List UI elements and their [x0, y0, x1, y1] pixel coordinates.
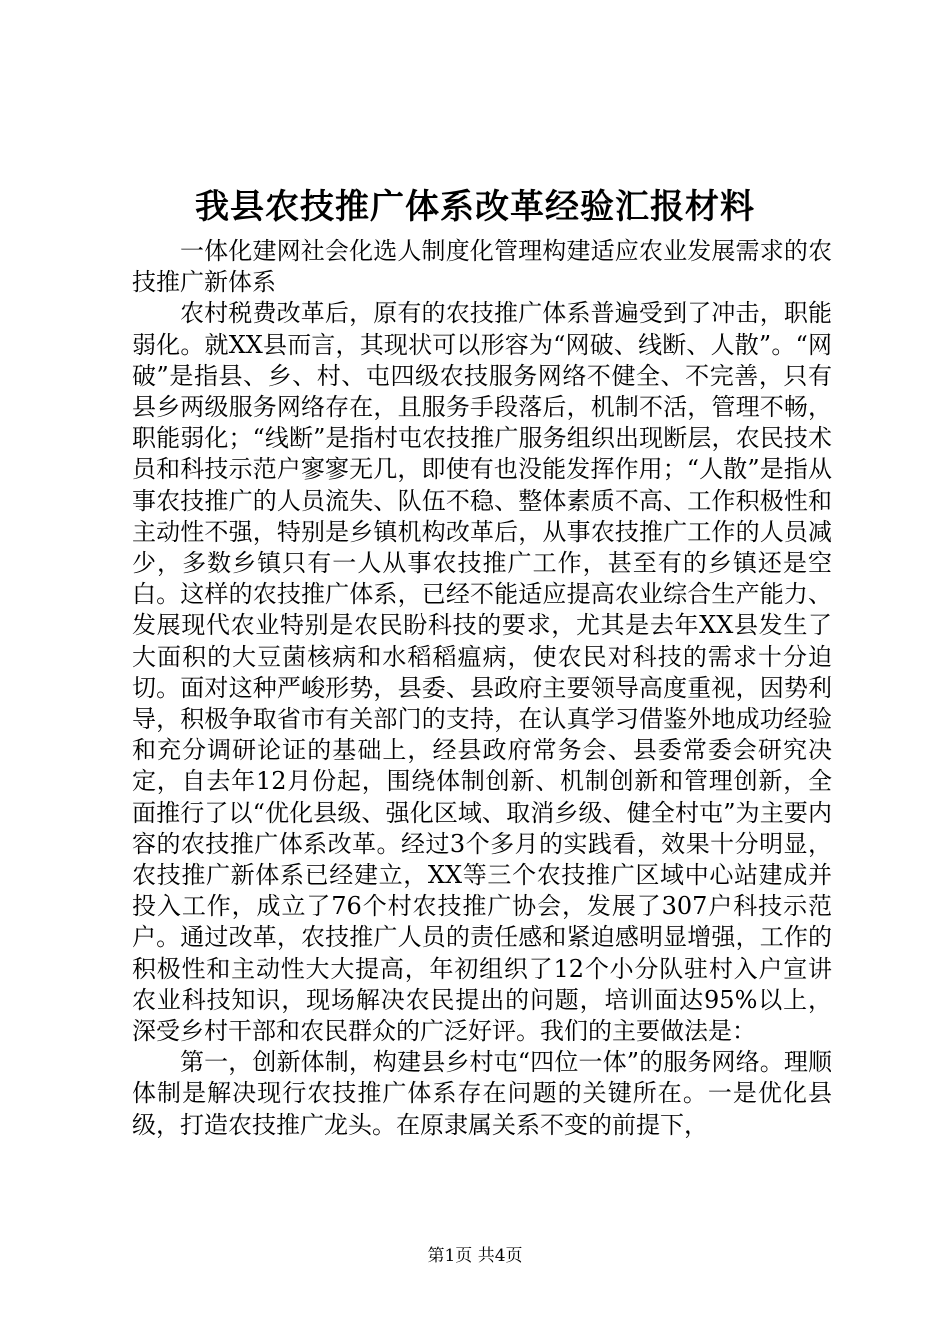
page-number-footer: 第1页 共4页	[427, 1246, 523, 1266]
document-title: 我县农技推广体系改革经验汇报材料	[195, 187, 755, 227]
body-paragraph: 第一，创新体制，构建县乡村屯“四位一体”的服务网络。理顺体制是解决现行农技推广体系存在问题的关键所在。一是优化县级，打造农技推广龙头。在原隶属关系不变的前提下，	[132, 1048, 832, 1139]
subtitle-paragraph: 一体化建网社会化选人制度化管理构建适应农业发展需求的农技推广新体系	[132, 237, 832, 297]
document-body	[132, 236, 832, 1141]
body-paragraph: 农村税费改革后，原有的农技推广体系普遍受到了冲击，职能弱化。就XX县而言，其现状可以形容为“网破、线断、人散”。“网破”是指县、乡、村、屯四级农技服务网络不健全、不完善，只有县乡两级服务网络存在，且服务手段落后，机制不活，管理不畅，职能弱化；“线断”是指村屯农技推广服务组织出现断层，农民技术员和科技示范户寥寥无几，即使有也没能发挥作用；“人散”是指从事农技推广的人员流失、队伍不稳、整体素质不高、工作积极性和主动性不强，特别是乡镇机构改革后，从事农技推广工作的人员减少，多数乡镇只有一人从事农技推广工作，甚至有的乡镇还是空白。这样的农技推广体系，已经不能适应提高农业综合生产能力、发展现代农业特别是农民盼科技的要求，尤其是去年XX县发生了大面积的大豆菌核病和水稻稻瘟病，使农民对科技的需求十分迫切。面对这种严峻形势，县委、县政府主要领导高度重视，因势利导，积极争取省市有关部门的支持，在认真学习借鉴外地成功经验和充分调研论证的基础上，经县政府常务会、县委常委会研究决定，自去年12月份起，围绕体制创新、机制创新和管理创新，全面推行了以“优化县级、强化区域、取消乡级、健全村屯”为主要内容的农技推广体系改革。经过3个多月的实践看，效果十分明显，农技推广新体系已经建立，XX等三个农技推广区域中心站建成并投入工作，成立了76个村农技推广协会，发展了307户科技示范户。通过改革，农技推广人员的责任感和紧迫感明显增强，工作的积极性和主动性大大提高，年初组织了12个小分队驻村入户宣讲农业科技知识，现场解决农民提出的问题，培训面达95%以上，深受乡村干部和农民群众的广泛好评。我们的主要做法是：	[132, 299, 832, 1046]
